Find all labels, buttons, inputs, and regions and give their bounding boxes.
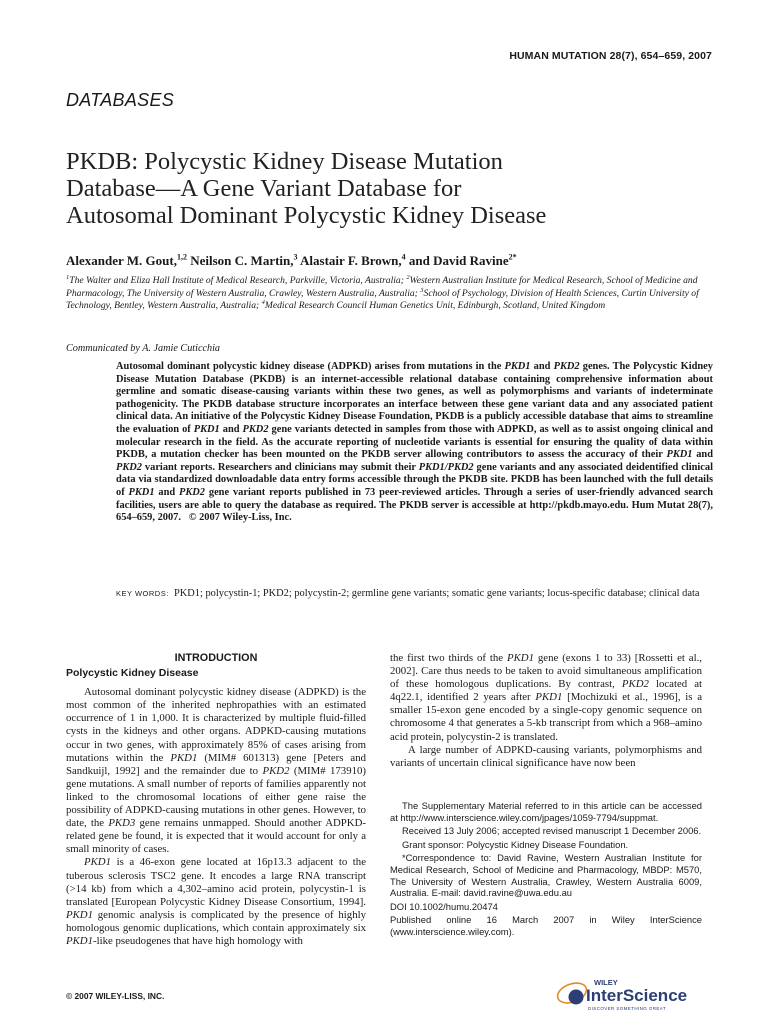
author-list (66, 253, 726, 269)
affil-number: 2 (406, 273, 410, 281)
footnotes (390, 800, 702, 940)
section-label: DATABASES (66, 90, 175, 110)
body-paragraph: the first two thirds of the PKD1 gene (exons 1 to 33) [Rossetti et al., 2002]. Care thus needs to be taken to avoid simultaneous amplification of these homologous duplications. By contrast, PKD2 located at 4q22.1, identified 2 years after PKD1 [Mochizuki et al., 1996], is a smaller 15-exon gene encoded by a single-copy genomic sequence on chromosome 4 that generates a 5-kb transcript from which a 968–amino acid protein, polycystin-2 is translated. (390, 652, 702, 743)
right-column (390, 652, 702, 770)
footnote-doi: DOI 10.1002/humu.20474 (390, 900, 498, 912)
abstract-copyright: © 2007 Wiley-Liss, Inc. (188, 512, 292, 524)
affil-number: 4 (261, 299, 265, 306)
author-affil-sup: 2* (508, 252, 517, 262)
affil-text: Western Australian Institute for Medical Research, School of Medicine and Pharmacology, The University of Western Australia, Crawley, Western Australia, Australia; (66, 275, 698, 299)
corresponding-author-star: * (512, 252, 517, 262)
logo-interscience-text: InterScience (586, 986, 688, 1005)
affil-text: The Walter and Eliza Hall Institute of Medical Research, Parkville, Victoria, Australia; (69, 275, 407, 286)
wiley-interscience-logo (554, 973, 704, 1013)
logo-wiley-text: WILEY (594, 978, 618, 987)
author-name: Alexander M. Gout, (66, 253, 177, 268)
affil-number: 1 (66, 273, 70, 281)
footnote-grant: Grant sponsor: Polycystic Kidney Disease Foundation. (402, 838, 629, 850)
journal-reference: HUMAN MUTATION 28(7), 654–659, 2007 (509, 50, 712, 62)
affil-text: School of Psychology, Division of Health Sciences, Curtin University of Technology, Bentley, Western Australia, Australia; (66, 287, 699, 312)
communicated-by: Communicated by A. Jamie Cuticchia (66, 343, 221, 354)
author-name: Alastair F. Brown, (297, 253, 402, 268)
footnote-received: Received 13 July 2006; accepted revised manuscript 1 December 2006. (402, 825, 702, 837)
keywords (116, 588, 716, 601)
title-line-2: Database—A Gene Variant Database for (66, 175, 462, 202)
author-affil-sup: 3 (293, 252, 298, 262)
body-paragraph: A large number of ADPKD-causing variants, polymorphisms and variants of uncertain clinical significance have now been (390, 743, 702, 769)
abstract: Autosomal dominant polycystic kidney disease (ADPKD) arises from mutations in the PKD1 and PKD2 genes. The Polycystic Kidney Disease Mutation Database (PKDB) is an internet-accessible relational database containing comprehensive information about germline and somatic disease-causing variants within these two genes, as well as polymorphisms and variants of indeterminate pathogenicity. The PKDB database structure incorporates an interface between these gene variant data and any associated patient clinical data. An initiative of the Polycystic Kidney Disease Foundation, PKDB is a publicly accessible database that aims to streamline the evaluation of PKD1 and PKD2 gene variants detected in samples from those with ADPKD, as well as to assist ongoing clinical and molecular research in the field. As the accurate reporting of nucleotide variants is essential for ensuring the quality of data within PKDB, a mutation checker has been mounted on the PKDB server allowing contributors to assess the accuracy of their PKD1 and PKD2 variant reports. Researchers and clinicians may submit their PKD1/PKD2 gene variants and any associated deidentified clinical data via standardized downloadable data entry forms accessible through the PKDB site. PKDB has been launched with the full details of PKD1 and PKD2 gene variant reports published in 73 peer-reviewed articles. Through a series of user-friendly advanced search facilities, users are able to query the database as required. The PKDB server is accessible at http://pkdb.mayo.edu. Hum Mutat 28(7), 654–659, 2007. © 2007 Wiley-Liss, Inc. (116, 361, 714, 524)
footer-copyright: © 2007 WILEY-LISS, INC. (66, 991, 165, 1001)
author-affil-sup: 1,2 (176, 252, 187, 262)
affiliations (66, 275, 706, 313)
footnote-supplementary: The Supplementary Material referred to in this article can be accessed at http://www.interscience.wiley.com/jpages/1059-7794/suppmat. (390, 800, 702, 823)
orbit-icon (555, 979, 589, 1006)
left-column (66, 652, 366, 948)
keywords-values: PKD1; polycystin-1; PKD2; polycystin-2; germline gene variants; somatic gene variants; locus-specific database; clinical data (174, 588, 700, 599)
author-affil-sup: 4 (401, 252, 406, 262)
paper-title (66, 148, 726, 229)
title-line-1: PKDB: Polycystic Kidney Disease Mutation (66, 148, 503, 175)
keywords-label: KEY WORDS: (116, 589, 169, 598)
title-line-3: Autosomal Dominant Polycystic Kidney Disease (66, 202, 547, 229)
footnote-published: Published online 16 March 2007 in Wiley InterScience (www.interscience.wiley.com). (390, 914, 702, 937)
affil-text: Medical Research Council Human Genetics Unit, Edinburgh, Scotland, United Kingdom (264, 300, 606, 312)
body-paragraph: Autosomal dominant polycystic kidney disease (ADPKD) is the most common of the inherited nephropathies with an estimated occurrence of 1 in 1,000. It is characterized by multiple fluid-filled cysts in the kidneys and other organs. ADPKD-causing mutations occur in two genes, with approximately 85% of cases arising from mutations within the PKD1 (MIM# 601313) gene [Peters and Sandkuijl, 1992] and the remainder due to PKD2 (MIM# 173910) gene mutations. A small number of reports of families apparently not linked to the chromosomal locations of either gene raise the possibility of ADPKD-causing mutations in other genes. However, to date, the PKD3 gene remains unmapped. Should another ADPKD-related gene be found, it is expected that it would account for only a small minority of cases. (66, 686, 367, 856)
subsection-heading: Polycystic Kidney Disease (66, 667, 199, 680)
logo-tagline-text: DISCOVER SOMETHING GREAT (588, 1006, 667, 1011)
author-name: Neilson C. Martin, (186, 253, 294, 268)
introduction-heading: INTRODUCTION (174, 652, 258, 664)
footnote-correspondence: *Correspondence to: David Ravine, Western Australian Institute for Medical Research, School of Medicine and Pharmacology, MBDP: M570, The University of Western Australia, Crawley, Western Australia 6009, Australia. E-mail: david.ravine@uwa.edu.au (390, 852, 702, 899)
affil-number: 3 (420, 286, 424, 294)
body-paragraph: PKD1 is a 46-exon gene located at 16p13.3 adjacent to the tuberous sclerosis TSC2 gene. It encodes a large RNA transcript (>14 kb) from which a 4,302–amino acid protein, polycystin-1 is translated [European Polycystic Kidney Disease Consortium, 1994]. PKD1 genomic analysis is complicated by the presence of highly homologous genomic duplications, which contain approximately six PKD1-like pseudogenes that have high homology with (66, 856, 366, 947)
author-name: and David Ravine (405, 253, 509, 268)
